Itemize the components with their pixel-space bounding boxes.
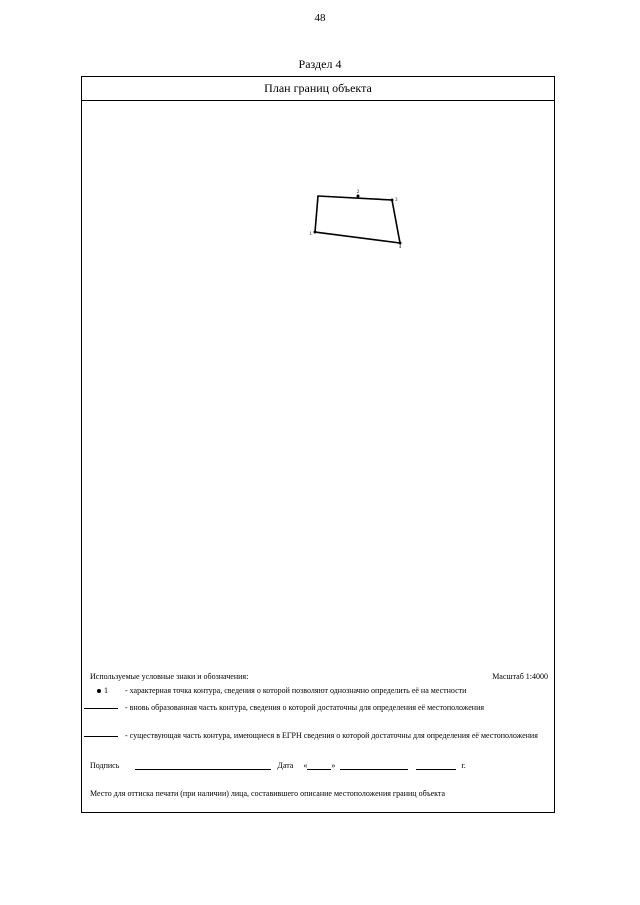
legend-point-number: 1 <box>104 686 108 695</box>
plan-frame <box>81 76 555 813</box>
legend-header: Используемые условные знаки и обозначения: <box>90 672 249 681</box>
section-title: Раздел 4 <box>298 57 342 71</box>
date-label: Дата <box>277 761 294 770</box>
page-number: 48 <box>314 12 326 24</box>
date-quote-open: « <box>303 761 308 770</box>
legend-symbol-existing-contour <box>82 731 122 741</box>
legend-text-new-contour: - вновь образованная часть контура, сведения о которой достаточны для определения её местоположения <box>125 703 485 712</box>
date-year-field[interactable] <box>416 761 456 770</box>
boundary-point-label-4: 4 <box>398 245 402 250</box>
legend-text-point: - характерная точка контура, сведения о которой позволяют однозначно определить её на местности <box>125 686 467 695</box>
thin-line-icon <box>84 736 118 737</box>
boundary-point-label-2: 2 <box>356 190 360 195</box>
date-day-field[interactable] <box>307 761 331 770</box>
legend-symbol-new-contour <box>82 703 122 713</box>
signature-field[interactable] <box>135 761 271 770</box>
legend-text-existing-contour: - существующая часть контура, имеющиеся в ЕГРН сведения о которой достаточны для определения её местоположения <box>125 731 538 740</box>
date-month-field[interactable] <box>340 761 408 770</box>
legend-symbol-point <box>82 686 122 696</box>
boundary-point-label-3: 3 <box>395 198 398 203</box>
scale-label: Масштаб 1:4000 <box>492 672 548 681</box>
year-suffix: г. <box>461 761 466 770</box>
stamp-text: Место для оттиска печати (при наличии) лица, составившего описание местоположения границ объекта <box>90 789 446 798</box>
point-dot-icon <box>97 689 101 693</box>
thick-line-icon <box>84 708 118 709</box>
date-quote-close: » <box>331 761 336 770</box>
legend <box>82 77 554 812</box>
plan-title: План границ объекта <box>82 77 554 101</box>
boundary-point-label-1: 1 <box>309 232 312 237</box>
signature-label: Подпись <box>90 761 120 770</box>
signature-row <box>90 761 550 770</box>
